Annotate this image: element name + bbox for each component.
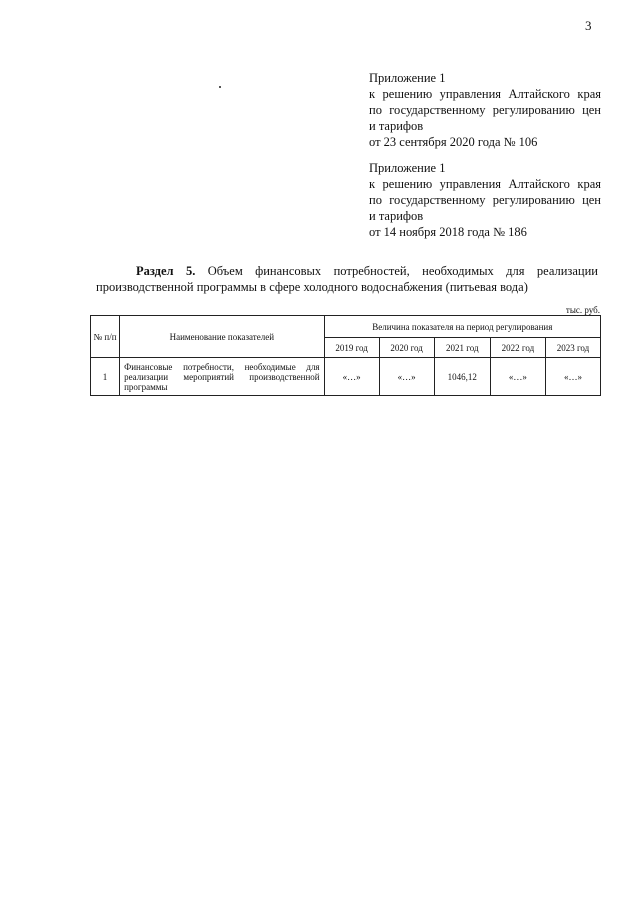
header-period: Величина показателя на период регулирования — [324, 316, 600, 338]
row-value: «…» — [490, 358, 545, 396]
row-name: Финансовые потребности, необходимые для реализации мероприятий производственной программы — [120, 358, 325, 396]
appendix-line: и тарифов — [369, 209, 424, 223]
header-year: 2020 год — [379, 338, 434, 358]
table-row — [91, 358, 601, 396]
section-title-part2: производственной программы в сфере холодного водоснабжения (питьевая вода) — [96, 280, 528, 294]
row-value: 1046,12 — [434, 358, 490, 396]
section-heading — [96, 263, 598, 295]
header-year: 2019 год — [324, 338, 379, 358]
page-number: 3 — [585, 18, 592, 33]
header-name: Наименование показателей — [120, 316, 325, 358]
row-value: «…» — [324, 358, 379, 396]
appendix-title: Приложение 1 — [369, 71, 446, 85]
table-header-row — [91, 316, 601, 338]
appendix-title: Приложение 1 — [369, 161, 446, 175]
appendix-line: к решению управления Алтайского края — [369, 177, 601, 191]
units-label: тыс. руб. — [565, 305, 600, 315]
appendix-current-block — [369, 70, 601, 150]
financial-needs-table — [90, 315, 601, 396]
appendix-line: по государственному регулированию цен — [369, 193, 601, 207]
appendix-date: от 14 ноября 2018 года № 186 — [369, 225, 527, 239]
header-year: 2021 год — [434, 338, 490, 358]
header-year: 2022 год — [490, 338, 545, 358]
appendix-original-block — [369, 160, 601, 240]
row-value: «…» — [545, 358, 600, 396]
scan-speck — [219, 86, 221, 88]
section-heading-line1 — [96, 263, 598, 279]
appendix-line: и тарифов — [369, 119, 424, 133]
appendix-date: от 23 сентября 2020 года № 106 — [369, 135, 538, 149]
row-num: 1 — [91, 358, 120, 396]
section-title-part1: Объем финансовых потребностей, необходимых для реализации — [207, 264, 598, 278]
row-value: «…» — [379, 358, 434, 396]
appendix-line: к решению управления Алтайского края — [369, 87, 601, 101]
header-year: 2023 год — [545, 338, 600, 358]
section-label: Раздел 5. — [136, 264, 196, 278]
appendix-line: по государственному регулированию цен — [369, 103, 601, 117]
header-num: № п/п — [91, 316, 120, 358]
